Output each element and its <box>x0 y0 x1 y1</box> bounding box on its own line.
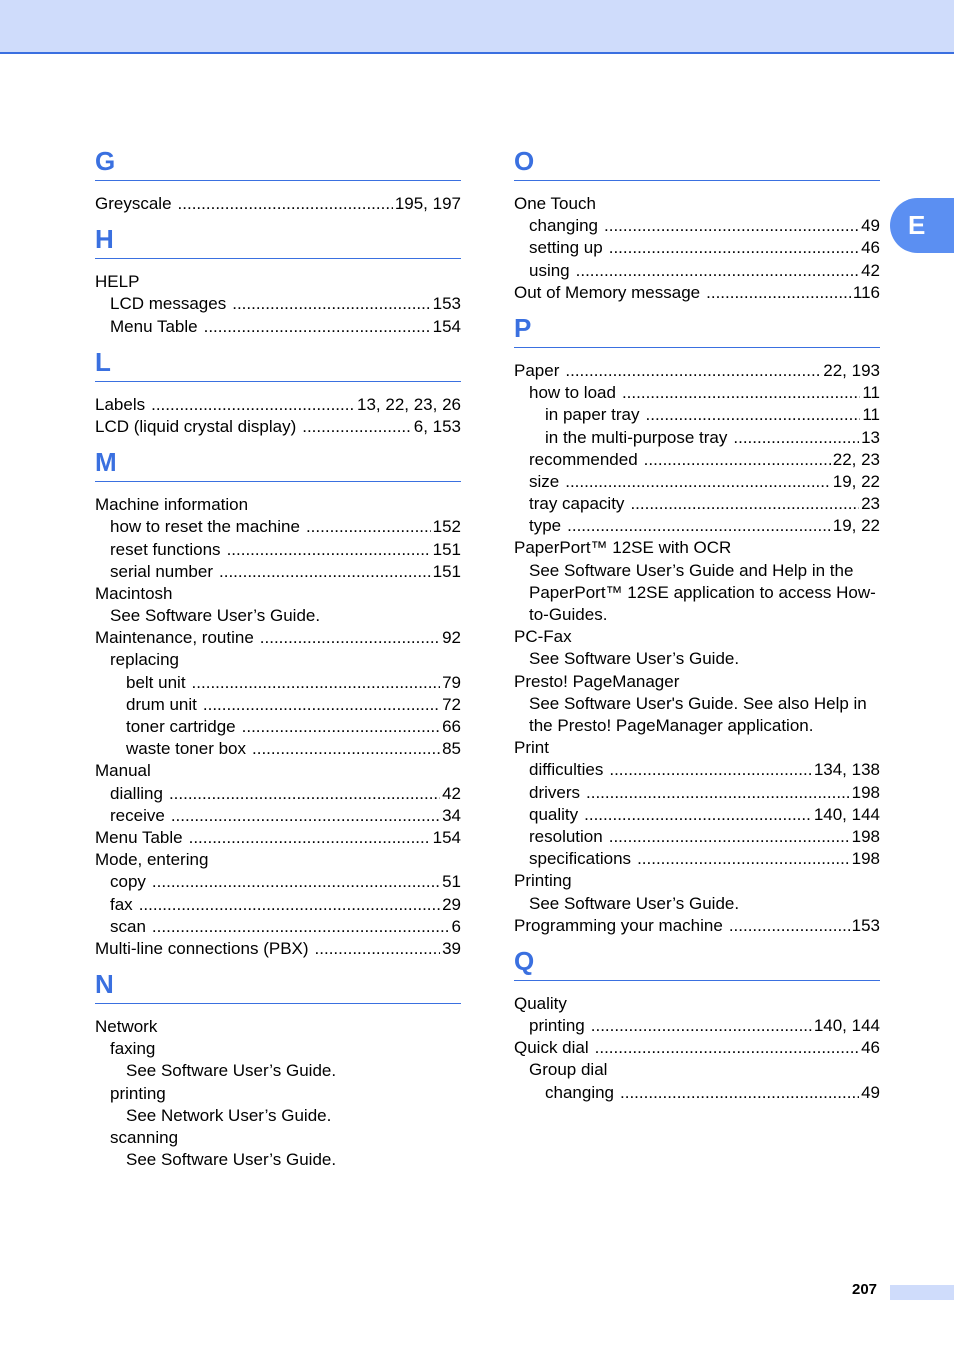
index-page-refs: 153 <box>851 915 880 935</box>
index-term: Out of Memory message <box>514 282 701 302</box>
index-entry <box>514 804 880 826</box>
index-entry <box>514 626 880 648</box>
dot-leader <box>219 561 431 583</box>
index-term: PC-Fax <box>514 627 572 647</box>
index-term: recommended <box>529 449 638 469</box>
footer-band <box>890 1285 954 1300</box>
index-entry <box>95 316 461 338</box>
index-term: Group dial <box>529 1060 608 1080</box>
dot-leader <box>169 783 440 805</box>
dot-leader <box>203 694 440 716</box>
index-entry <box>95 494 461 516</box>
index-term: faxing <box>110 1039 156 1059</box>
index-term: size <box>529 471 560 491</box>
index-column-left <box>95 145 461 1179</box>
index-section-o <box>514 145 880 304</box>
dot-leader <box>609 826 850 848</box>
dot-leader <box>306 516 431 538</box>
dot-leader <box>567 515 831 537</box>
index-entry <box>95 193 461 215</box>
index-page-refs: 140, 144 <box>813 1016 880 1036</box>
index-term: PaperPort™ 12SE with OCR <box>514 538 732 558</box>
index-section-p <box>514 312 880 937</box>
dot-leader <box>151 394 355 416</box>
index-section-m <box>95 446 461 960</box>
section-letter: G <box>95 145 461 181</box>
index-entry <box>95 516 461 538</box>
chapter-tab <box>890 198 954 253</box>
dot-leader <box>584 804 812 826</box>
index-term: scanning <box>110 1128 179 1148</box>
index-term: HELP <box>95 272 140 292</box>
dot-leader <box>302 416 412 438</box>
index-term: Multi-line connections (PBX) <box>95 938 309 958</box>
dot-leader <box>260 627 440 649</box>
index-term: in the multi-purpose tray <box>545 427 728 447</box>
index-entry <box>514 826 880 848</box>
index-term: difficulties <box>529 760 604 780</box>
index-entry <box>95 694 461 716</box>
index-term: setting up <box>529 238 603 258</box>
index-term: Print <box>514 738 549 758</box>
section-letter: M <box>95 446 461 482</box>
index-section-l <box>95 346 461 438</box>
dot-leader <box>189 827 431 849</box>
index-section-g <box>95 145 461 215</box>
index-entry <box>95 783 461 805</box>
index-section-n <box>95 968 461 1171</box>
index-see-note: See Software User’s Guide. <box>126 1150 337 1170</box>
index-entry <box>95 716 461 738</box>
index-entry <box>95 871 461 893</box>
index-see-note: See Software User’s Guide. <box>110 606 321 626</box>
index-page-refs: 154 <box>432 316 461 336</box>
index-page-refs: 13, 22, 23, 26 <box>357 394 461 414</box>
index-page-refs: 51 <box>442 872 461 892</box>
index-page-refs: 92 <box>442 628 461 648</box>
index-see-note: See Software User's Guide. See also Help in the Presto! PageManager application. <box>529 693 867 736</box>
index-term: specifications <box>529 849 632 869</box>
index-term: Macintosh <box>95 583 173 603</box>
index-entry <box>95 894 461 916</box>
index-term: Printing <box>514 871 572 891</box>
index-page-refs: 151 <box>432 561 461 581</box>
index-see-note: See Software User’s Guide. <box>529 649 740 669</box>
index-page-refs: 46 <box>861 1038 880 1058</box>
dot-leader <box>706 282 851 304</box>
index-entry <box>95 738 461 760</box>
index-term: quality <box>529 804 579 824</box>
index-entry <box>95 561 461 583</box>
header-band <box>0 0 954 54</box>
dot-leader <box>620 1082 859 1104</box>
dot-leader <box>315 938 441 960</box>
section-letter: Q <box>514 945 880 981</box>
index-entry <box>95 827 461 849</box>
index-term: printing <box>529 1016 585 1036</box>
index-entry <box>514 1037 880 1059</box>
index-entry <box>514 1015 880 1037</box>
index-entry <box>514 260 880 282</box>
index-term: fax <box>110 894 133 914</box>
dot-leader <box>644 449 831 471</box>
index-page-refs: 49 <box>861 1082 880 1102</box>
index-entry <box>514 915 880 937</box>
index-entry <box>514 848 880 870</box>
dot-leader <box>171 805 440 827</box>
index-entry <box>95 394 461 416</box>
index-page-refs: 6 <box>451 916 461 936</box>
index-term: toner cartridge <box>126 717 236 737</box>
index-term: Paper <box>514 360 560 380</box>
index-term: copy <box>110 872 146 892</box>
index-section-h <box>95 223 461 338</box>
index-term: printing <box>110 1083 166 1103</box>
dot-leader <box>576 260 859 282</box>
index-entry <box>95 938 461 960</box>
index-page-refs: 6, 153 <box>413 416 461 436</box>
index-entry <box>514 782 880 804</box>
dot-leader <box>139 894 440 916</box>
index-entry <box>514 671 880 693</box>
index-term: One Touch <box>514 194 596 213</box>
index-term: type <box>529 516 562 536</box>
index-entry <box>95 583 461 605</box>
index-page-refs: 198 <box>851 782 880 802</box>
index-entry <box>95 849 461 871</box>
index-entry <box>514 759 880 781</box>
index-term: Mode, entering <box>95 850 209 870</box>
index-page-refs: 72 <box>442 694 461 714</box>
index-term: how to reset the machine <box>110 517 300 537</box>
index-page-refs: 153 <box>432 294 461 314</box>
index-entry <box>95 672 461 694</box>
index-term: tray capacity <box>529 494 625 514</box>
index-page-refs: 42 <box>861 260 880 280</box>
dot-leader <box>595 1037 859 1059</box>
section-letter: O <box>514 145 880 181</box>
index-entry <box>95 539 461 561</box>
index-entry <box>514 382 880 404</box>
index-page-refs: 11 <box>862 383 880 403</box>
dot-leader <box>252 738 440 760</box>
index-entry <box>514 404 880 426</box>
index-entry <box>95 649 461 671</box>
index-term: scan <box>110 916 146 936</box>
index-term: Presto! PageManager <box>514 671 680 691</box>
index-entry <box>514 360 880 382</box>
dot-leader <box>646 404 861 426</box>
index-term: Labels <box>95 394 146 414</box>
dot-leader <box>152 916 450 938</box>
index-page-refs: 49 <box>861 216 880 236</box>
index-entry <box>95 416 461 438</box>
index-page-refs: 195, 197 <box>394 194 461 213</box>
index-entry <box>514 737 880 759</box>
index-page-refs: 134, 138 <box>813 760 880 780</box>
index-page-refs: 23 <box>861 494 880 514</box>
index-term: resolution <box>529 826 603 846</box>
index-entry <box>95 627 461 649</box>
index-term: changing <box>545 1082 615 1102</box>
index-term: LCD (liquid crystal display) <box>95 416 297 436</box>
index-term: Menu Table <box>95 827 183 847</box>
index-page-refs: 42 <box>442 783 461 803</box>
index-page-refs: 151 <box>432 539 461 559</box>
index-entry <box>514 993 880 1015</box>
index-page-refs: 140, 144 <box>813 804 880 824</box>
index-page-refs: 85 <box>442 739 461 759</box>
dot-leader <box>227 539 431 561</box>
dot-leader <box>192 672 441 694</box>
index-term: changing <box>529 216 599 236</box>
index-see-note: See Software User’s Guide and Help in the PaperPort™ 12SE application to access How-to-Guides. <box>529 560 876 625</box>
index-page-refs: 22, 23 <box>832 449 880 469</box>
index-entry <box>514 215 880 237</box>
index-term: how to load <box>529 383 616 403</box>
index-entry <box>514 237 880 259</box>
dot-leader <box>609 237 859 259</box>
index-term: Menu Table <box>110 316 198 336</box>
index-entry <box>514 515 880 537</box>
index-page-refs: 29 <box>442 894 461 914</box>
index-page-refs: 19, 22 <box>832 471 880 491</box>
index-term: waste toner box <box>126 739 247 759</box>
index-term: replacing <box>110 650 179 670</box>
index-term: Maintenance, routine <box>95 628 254 648</box>
index-page-refs: 39 <box>442 938 461 958</box>
dot-leader <box>232 293 430 315</box>
dot-leader <box>178 193 393 215</box>
index-term: Machine information <box>95 495 249 515</box>
dot-leader <box>733 427 859 449</box>
index-page-refs: 79 <box>442 672 461 692</box>
dot-leader <box>152 871 440 893</box>
index-entry <box>514 193 880 215</box>
index-entry <box>95 1038 461 1060</box>
index-page-refs: 34 <box>442 805 461 825</box>
dot-leader <box>604 215 859 237</box>
index-term: drum unit <box>126 694 197 714</box>
index-entry <box>95 271 461 293</box>
index-page-refs: 152 <box>432 517 461 537</box>
index-page-refs: 66 <box>442 717 461 737</box>
index-page-refs: 46 <box>861 238 880 258</box>
index-see-note: See Software User’s Guide. <box>126 1061 337 1081</box>
index-term: reset functions <box>110 539 221 559</box>
index-entry <box>95 1127 461 1149</box>
index-page-refs: 11 <box>862 405 880 425</box>
index-entry <box>514 427 880 449</box>
index-page-refs: 116 <box>852 282 880 302</box>
chapter-tab-label: E <box>908 210 926 240</box>
index-term: Quick dial <box>514 1038 589 1058</box>
index-see-note: See Network User’s Guide. <box>126 1105 332 1125</box>
index-entry <box>95 916 461 938</box>
index-term: Quality <box>514 993 567 1013</box>
index-page-refs: 19, 22 <box>832 516 880 536</box>
section-letter: N <box>95 968 461 1004</box>
dot-leader <box>637 848 850 870</box>
index-entry <box>95 1016 461 1038</box>
index-entry <box>514 493 880 515</box>
index-term: dialling <box>110 783 163 803</box>
dot-leader <box>204 316 431 338</box>
index-page-refs: 22, 193 <box>823 360 880 380</box>
dot-leader <box>565 360 821 382</box>
index-entry <box>514 471 880 493</box>
page-number: 207 <box>852 1281 878 1298</box>
index-term: Programming your machine <box>514 915 723 935</box>
section-letter: P <box>514 312 880 348</box>
index-entry <box>514 1059 880 1081</box>
index-entry <box>514 282 880 304</box>
index-entry <box>514 449 880 471</box>
index-page-refs: 154 <box>432 827 461 847</box>
index-term: in paper tray <box>545 405 640 425</box>
index-entry <box>514 870 880 892</box>
index-term: Network <box>95 1017 158 1037</box>
index-term: Manual <box>95 761 151 781</box>
index-entry <box>514 1082 880 1104</box>
index-term: Greyscale <box>95 194 172 213</box>
index-see-note: See Software User’s Guide. <box>529 893 740 913</box>
section-letter: L <box>95 346 461 382</box>
index-column-right <box>514 145 880 1112</box>
index-term: using <box>529 260 570 280</box>
index-entry <box>514 537 880 559</box>
index-entry <box>95 293 461 315</box>
index-entry <box>95 1083 461 1105</box>
dot-leader <box>622 382 860 404</box>
dot-leader <box>609 759 811 781</box>
dot-leader <box>591 1015 812 1037</box>
index-term: LCD messages <box>110 294 227 314</box>
index-page-refs: 198 <box>851 826 880 846</box>
section-letter: H <box>95 223 461 259</box>
index-term: belt unit <box>126 672 186 692</box>
dot-leader <box>630 493 859 515</box>
index-entry <box>95 760 461 782</box>
dot-leader <box>242 716 440 738</box>
index-term: receive <box>110 805 165 825</box>
index-section-q <box>514 945 880 1104</box>
dot-leader <box>565 471 831 493</box>
dot-leader <box>729 915 850 937</box>
index-page-refs: 13 <box>861 427 880 447</box>
index-term: serial number <box>110 561 213 581</box>
dot-leader <box>586 782 850 804</box>
index-term: drivers <box>529 782 581 802</box>
index-entry <box>95 805 461 827</box>
index-page-refs: 198 <box>851 849 880 869</box>
